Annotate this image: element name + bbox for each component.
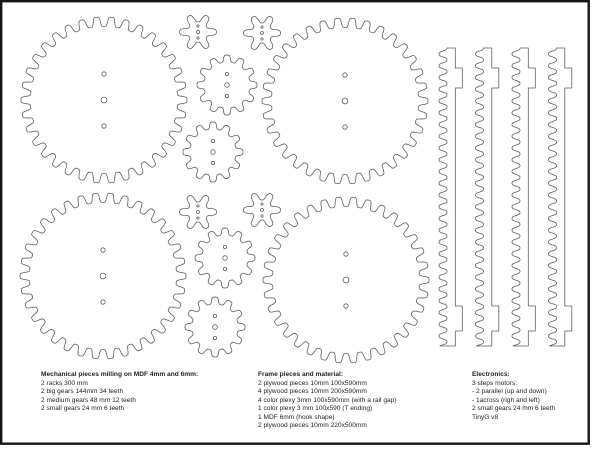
notes-line: 2 plywood pieces 10mm 100x590mm [258,379,367,387]
small-gear [180,196,217,229]
notes-frame [258,371,397,431]
small-gear-hole [261,215,263,217]
notes-line: 2 plywood pieces 10mm 220x500mm [258,422,367,429]
big-gear-hole [101,97,107,103]
big-gear-hole [344,304,348,308]
notes-electronics [472,371,555,422]
notes-frame-header: Frame pieces and material: [258,371,344,378]
big-gear-hole [342,98,348,104]
notes-line: 1 MDF 6mm (hook shape) [258,413,335,421]
big-gear-hole [101,248,105,252]
notes-line: - 1across (righ and left) [472,396,540,404]
medium-gear-hole [225,94,228,97]
notes-line: 1 color plexy 3 mm 100x590 (T ending) [258,405,373,412]
small-gear-hole [197,217,199,219]
medium-gear [185,297,245,357]
notes-line: 4 plywood pieces 10mm 200x590mm [258,388,367,395]
small-gear [244,194,281,227]
medium-gear-hole [223,245,226,248]
small-gear-hole [197,211,200,214]
big-gear-hole [101,300,105,304]
big-gear-hole [343,125,347,129]
medium-gear-hole [213,336,216,339]
big-gear-hole [343,277,349,283]
big-gear-hole [343,73,347,77]
small-gear-hole [261,26,263,28]
medium-gear-hole [223,267,226,270]
big-gear-hole [344,252,348,256]
notes-line: 2 medium gears 48 mm 12 teeth [41,396,136,404]
medium-gear-hole [225,83,230,88]
medium-gear-hole [213,325,218,330]
medium-gear-hole [213,314,216,317]
notes-line: 2 racks 300 mm [41,379,88,387]
rack [549,48,572,346]
notes-line: TinyG v8 [472,413,499,421]
big-gear [262,18,428,183]
notes-mechanical [41,371,198,414]
big-gear-hole [102,124,106,128]
medium-gear [183,122,243,182]
rack [512,48,535,346]
rack [476,48,499,346]
notes-line: 3 steps motors: [472,379,518,387]
big-gear [20,193,186,358]
small-gear [180,16,217,49]
medium-gear-hole [223,256,228,261]
small-gear-hole [197,205,199,207]
rack [439,48,462,346]
medium-gear-hole [225,72,228,75]
medium-gear-hole [211,150,216,155]
big-gear [263,197,429,362]
notes-line: 2 small gears 24 mm 6 teeth [472,405,556,412]
notes-line: 2 small gears 24 mm 6 teeth [41,405,125,412]
medium-gear [197,55,257,115]
small-gear-hole [197,25,199,27]
medium-gear [195,228,255,288]
big-gear [21,17,187,182]
notes-line: 2 big gears 144mm 34 teeth [41,388,124,395]
small-gear [244,17,281,50]
small-gear-hole [261,32,264,35]
big-gear-hole [102,72,106,76]
notes-electronics-header: Electronics: [472,371,510,378]
notes-mechanical-header: Mechanical pieces milling on MDF 4mm and 6mm: [41,371,199,378]
small-gear-hole [261,209,264,212]
small-gear-hole [261,203,263,205]
small-gear-hole [197,37,199,39]
notes-line: - 2 parallel (up and down) [472,388,547,395]
medium-gear-hole [211,161,214,164]
notes-line: 4 color plexy 3mm 100x590mm (with a rail gap) [258,396,397,404]
medium-gear-hole [211,139,214,142]
small-gear-hole [261,38,263,40]
big-gear-hole [100,273,106,279]
small-gear-hole [197,31,200,34]
